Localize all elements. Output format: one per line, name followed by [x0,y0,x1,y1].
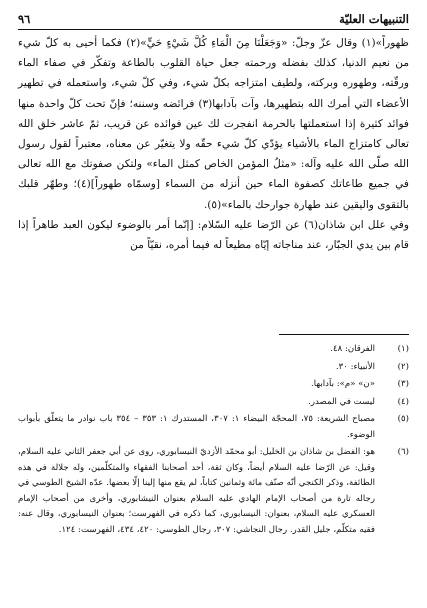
footnote-text: هو: الفضل بن شاذان بن الخليل: أبو محمّد الأزديّ النيسابوري، روى عن أبي جعفر الثاني عليه السلام، وقيل: عن الرّضا عليه السلام أيضاً، وكان ثقة، أحد أصحابنا الفقهاء والمتكلّمين، وله جلالة في هذه الطائفة، وذكر الكنجي أنّه صنّف مائة وثمانين كتاباً، لم يقع منها إلينا إلّا بعضها. عدّه الشيخ الطوسي في رجاله تارة من أصحاب الإمام الهادي عليه السلام بعنوان النيشابوري، وأخرى من أصحاب الإمام العسكري عليه السلام، بعنوان: النيسابوري، كما ذكره في الفهرست؛ بعنوان النيسابوري، وقال عنه: فقيه متكلّم، جليل القدر. رجال النجاشي: ٣٠٧، رجال الطوسي: ٤٢٠، ٤٣٤، الفهرست: ١٢٤. [18,447,375,535]
footnote-text: الفرقان: ٤٨. [330,344,375,354]
footnote-divider [279,334,409,335]
main-text [18,33,409,255]
footnote-text: «ن» «م»: بآدابها. [311,379,375,389]
footnote-text: الأنبياء: ٣٠. [335,361,375,372]
footnote-text: مصباح الشريعة: ٧٥، المحجّة البيضاء ١: ٣٠٧، المستدرك ١: ٣٥٣ – ٣٥٤ باب نوادر ما يتعلّق بأبواب الوضوء. [18,414,375,440]
footnote-number: (٥) [397,414,409,424]
footnote-number: (٦) [397,447,409,457]
footnotes [18,342,409,540]
body-paragraph: ظهوراً»(١) وقال عزّ وجلّ: «وَجَعَلْنَا مِنَ الْمَاءِ كُلَّ شَيْءٍ حَيٍّ»(٢) فكما أحيى به كلّ شيء من نعيم الدنيا، كذلك بفضله ورحمته جعل حياة القلوب بالطاعة وتفكّر في صفاء الماء ورقّته، وطهوره وبركته، ولطيف امتزاجه بكلّ شيء، وفي كلّ شيء، واستعمله في تطهير الأعضاء التي أمرك الله بتطهيرها، وآت بآدابها(٣) فرائضه وسننه؛ فإنّ تحت كلّ واحدة منها فوائد كثيرة إذا استعملتها بالحرمة انفجرت لك عين فوائده عن قريب، ثمّ عاشر خلق الله تعالى كامتزاج الماء بالأشياء يؤدّي كلّ شيء حقّه ولا يتغيّر عن معناه، معتبراً لقول رسول الله صلّى الله عليه وآله: «مثلُ المؤمن الخاص كمثل الماء» ولتكن صفوتك مع الله تعالى في جميع طاعاتك كصفوة الماء حين أنزله من السماء [وسمّاه طهوراً](٤)؛ وطهّر قلبك بالتقوى واليقين عند طهارة جوارحك بالماء»(٥). [18,37,409,211]
footnote-text: ليست في المصدر. [308,396,375,407]
footnote [18,412,409,443]
footnote [18,360,409,376]
footnote [18,395,409,411]
running-header [18,10,409,28]
body-paragraph: وفي علل ابن شاذان(٦) عن الرّضا عليه السّلام: [إنّما أمر بالوضوء ليكون العبد طاهراً إذا قام بين يدي الجبّار، عند مناجاته إيّاه مطيعاً له فيما أمره، نقيّاً من [18,218,409,252]
footnote [18,377,409,393]
header-divider [18,29,409,30]
footnote-number: (١) [397,344,409,354]
footnote-number: (٣) [397,379,409,389]
footnote-number: (٤) [397,396,409,407]
footnote [18,445,409,538]
book-title: التنبيهات العليّة [339,12,409,26]
footnote-number: (٢) [397,361,409,372]
footnote [18,342,409,358]
page-number: ٩٦ [18,12,31,26]
